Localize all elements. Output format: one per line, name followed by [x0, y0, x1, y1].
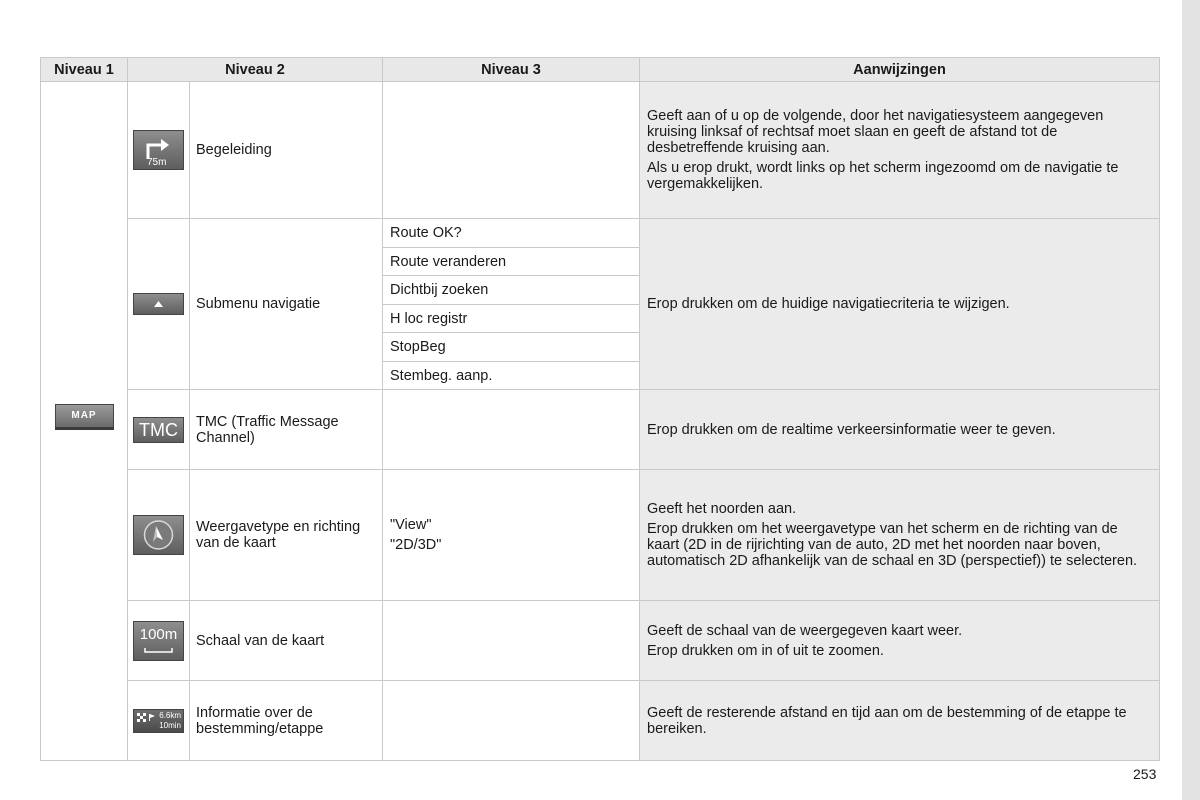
row-description	[640, 390, 1160, 470]
level3-item: "2D/3D"	[390, 537, 442, 553]
row-icon-cell	[128, 82, 190, 219]
description-paragraph: Als u erop drukt, wordt links op het scherm ingezoomd om de navigatie te vergemakkelijken.	[647, 160, 1119, 192]
row-icon-cell	[128, 681, 190, 761]
level1-cell	[41, 82, 128, 761]
row-description	[640, 470, 1160, 601]
header-niveau-3: Niveau 3	[383, 58, 640, 82]
table-row	[41, 390, 1160, 470]
triangle-up-icon	[133, 293, 184, 315]
table-row	[41, 219, 1160, 248]
row-icon-cell	[128, 390, 190, 470]
description-paragraph: Geeft de schaal van de weergegeven kaart weer.	[647, 622, 963, 639]
row-label: Schaal van de kaart	[190, 601, 383, 681]
destination-info-icon	[133, 709, 184, 733]
tmc-icon	[133, 417, 184, 443]
description-paragraph: Geeft de resterende afstand en tijd aan om de bestemming of de etappe te bereiken.	[647, 704, 1127, 737]
row-label: Submenu navigatie	[190, 219, 383, 390]
table-row	[41, 681, 1160, 761]
row-label: Begeleiding	[190, 82, 383, 219]
level3-item: Dichtbij zoeken	[383, 276, 640, 305]
tmc-icon-text: TMC	[139, 419, 178, 440]
description-paragraph: Erop drukken om in of uit te zoomen.	[647, 642, 884, 659]
distance-value: 6.6km	[159, 710, 181, 720]
row-label: Informatie over de bestemming/etappe	[190, 681, 383, 761]
table-row	[41, 470, 1160, 601]
time-value: 10min	[159, 720, 181, 730]
scale-icon	[133, 621, 184, 661]
row-description	[640, 681, 1160, 761]
level3-item: Route veranderen	[383, 248, 640, 276]
table-row	[41, 601, 1160, 681]
description-paragraph: Erop drukken om het weergavetype van het scherm en de richting van de kaart (2D in de rijrichting van de auto, 2D met het noorden naar boven, automatisch 2D afhankelijk van de schaal en 3D (perspectief)) te selecteren.	[647, 521, 1138, 569]
description-paragraph: Geeft het noorden aan.	[647, 501, 797, 517]
level3-item: H loc registr	[383, 305, 640, 333]
distance-label: 75m	[147, 157, 167, 168]
header-niveau-2: Niveau 2	[128, 58, 383, 82]
level3-cell	[383, 470, 640, 601]
navigation-menu-table	[40, 57, 1160, 761]
page-edge-strip	[1182, 0, 1200, 800]
level3-empty-cell	[383, 390, 640, 470]
row-label: TMC (Traffic Message Channel)	[190, 390, 383, 470]
level3-empty-cell	[383, 681, 640, 761]
level3-empty-cell	[383, 82, 640, 219]
description-paragraph: Erop drukken om de realtime verkeersinformatie weer te geven.	[647, 421, 1056, 438]
turn-right-arrow-icon	[133, 130, 184, 170]
level3-item: StopBeg	[383, 333, 640, 362]
row-description	[640, 82, 1160, 219]
map-button-icon: MAP	[55, 404, 114, 430]
compass-icon	[133, 515, 184, 555]
description-paragraph: Geeft aan of u op de volgende, door het navigatiesysteem aangegeven kruising linksaf of rechtsaf moet slaan en geeft de afstand tot de desbetreffende kruising aan.	[647, 108, 1104, 156]
row-icon-cell	[128, 219, 190, 390]
header-niveau-1: Niveau 1	[41, 58, 128, 82]
description-paragraph: Erop drukken om de huidige navigatiecriteria te wijzigen.	[647, 296, 1010, 312]
row-icon-cell	[128, 601, 190, 681]
level3-empty-cell	[383, 601, 640, 681]
table-header-row	[41, 58, 1160, 82]
level3-item: Stembeg. aanp.	[383, 362, 640, 390]
page-number: 253	[1133, 766, 1157, 782]
table-row	[41, 82, 1160, 219]
header-aanwijzingen: Aanwijzingen	[640, 58, 1160, 82]
scale-icon-text: 100m	[139, 625, 178, 643]
row-description	[640, 601, 1160, 681]
level3-item: "View"	[390, 517, 432, 533]
row-icon-cell	[128, 470, 190, 601]
row-description	[640, 219, 1160, 390]
row-label: Weergavetype en richting van de kaart	[190, 470, 383, 601]
level3-item: Route OK?	[383, 219, 640, 248]
